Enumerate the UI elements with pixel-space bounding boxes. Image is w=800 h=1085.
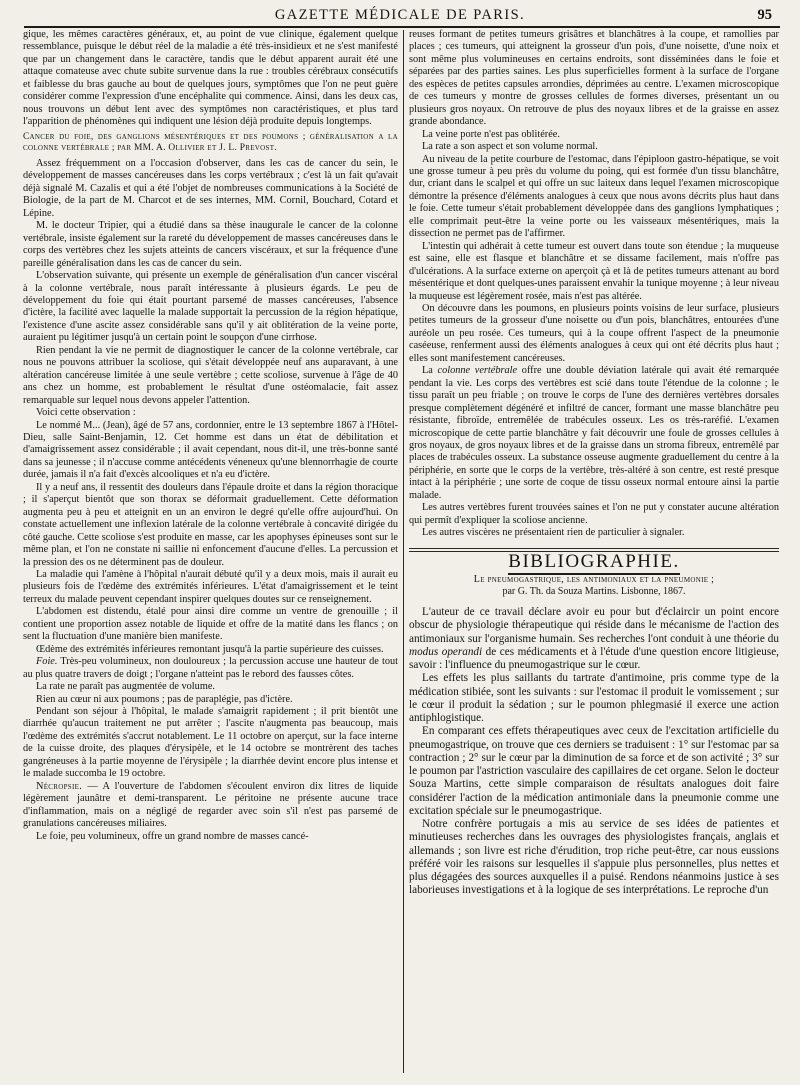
paragraph: Pendant son séjour à l'hôpital, le malade s'amaigrit rapidement ; il prit bientôt une diarrhée qu'aucun traitement ne put arrêter ; l'ascite n'augmenta pas beaucoup, mais l'œdème des extrémités s'accrut notablement. Le 11 octobre on aperçut, sur la face interne de la cuisse droite, des plaques d'érysipèle, et le 14 octobre se montrèrent des taches gangréneuses à la partie moyenne de l'érysipèle ; la diarrhée devint encore plus intense et le malade succomba le 19 octobre.: [23, 705, 398, 780]
paragraph: On découvre dans les poumons, en plusieurs points voisins de leur surface, plusieurs petites tumeurs de la grosseur d'une noisette ou d'un pois, blanchâtres, entourées d'une auréole un peu rosée. Ces tumeurs, qui à la coupe offrent l'aspect de la pneumonie caséeuse, renferment aussi des éléments analogues à ceux qui ont été décrits plus haut ; elles sont manifestement cancéreuses.: [409, 302, 779, 364]
paragraph: Œdème des extrémités inférieures remontant jusqu'à la partie supérieure des cuisses.: [36, 643, 384, 655]
page-header: [24, 6, 776, 26]
paragraph: Rien au cœur ni aux poumons ; pas de paraplégie, pas d'ictère.: [36, 693, 293, 705]
paragraph: La rate a son aspect et son volume normal.: [422, 141, 598, 153]
paragraph-text: Très-peu volumineux, non douloureux ; la percussion accuse une hauteur de tout au plus quatre travers de doigt ; l'organe n'atteint pas le rebord des fausses côtes.: [23, 656, 398, 680]
paragraph: Voici cette observation :: [36, 407, 136, 419]
article-heading: Cancer du foie, des ganglions mésentériques et des poumons ; généralisation a la colonne vertébrale ; par MM. A. Ollivier et J. L. Prevost.: [23, 131, 398, 153]
paragraph: Rien pendant la vie ne permit de diagnostiquer le cancer de la colonne vertébrale, car nous ne pouvons attribuer la scoliose, qui s'était développée neuf ans auparavant, à une altération cancéreuse limitée à une seule vertèbre ; cette scoliose, survenue à l'âge de 40 ans chez un homme, est probablement le résultat d'une ostéomalacie, fait assez remarquable sur lequel nous devons appeler l'attention.: [23, 344, 398, 406]
header-rule: [24, 26, 780, 28]
column-divider: [403, 30, 404, 1073]
section-title: [409, 550, 779, 572]
paragraph: reuses formant de petites tumeurs grisâtres et blanchâtres à la coupe, et ramollies par places ; ces tumeurs, qui atteignent la grosseur d'un pois, d'une noisette, d'une noix et sont même plus volumineuses en certains endroits, sont disséminées dans le foie et séparées par des parties saines. Les plus superficielles forment à la surface de l'organe des espèces de petites capsules arrondies, déprimées au centre. L'examen microscopique de ces tumeurs y montre de grosses cellules de formes diverses, présentant un ou plusieurs gros noyaux. On retrouve de plus des noyaux libres et de la graisse en assez grande abondance.: [409, 29, 779, 128]
emphasis: modus operandi: [409, 645, 483, 658]
paragraph: En comparant ces effets thérapeutiques avec ceux de l'excitation artificielle du pneumogastrique, on trouve que ces derniers se traduisent : 1° sur l'estomac par sa contraction ; 2° sur le cœur par la diminution de sa force et de son activité ; 3° sur le poumon par l'astriction vasculaire des capillaires de cet organe. Selon le docteur Souza Martins, cette simple comparaison de résultats analogues doit faire considérer l'action de la médication antimoniale dans la pneumonie comme une excitation spéciale sur le pneumogastrique.: [409, 725, 779, 817]
review-book-author: par G. Th. da Souza Martins. Lisbonne, 1867.: [502, 586, 686, 598]
paragraph: Au niveau de la petite courbure de l'estomac, dans l'épiploon gastro-hépatique, se voit une grosse tumeur à peu près du volume du poing, qui est formée d'un tissu blanchâtre, dur, criant dans le scalpel et qui offre un suc laiteux dans lequel l'examen microscopique démontre la présence d'éléments analogues à ceux que nous avons décrits plus haut dans le foie. Cette tumeur s'était probablement développée dans des ganglions lymphatiques ; elle comprimait peut-être la veine porte ou les vaisseaux mésentériques, mais la dissection ne permet pas de l'affirmer.: [409, 153, 779, 240]
paragraph: L'intestin qui adhérait à cette tumeur est ouvert dans toute son étendue ; la muqueuse est saine, elle est flasque et blanchâtre et se dissame facilement, mais n'offre pas d'ulcérations. A la surface externe on aperçoit çà et là de petites tumeurs attenant au bord mésentérique et dont quelques-unes paraissent envahir la tunique moyenne ; à leur niveau la muqueuse est légèrement rosée, mais n'est pas altérée.: [409, 240, 779, 302]
paragraph: Le nommé M... (Jean), âgé de 57 ans, cordonnier, entre le 13 septembre 1867 à l'Hôtel-Dieu, salle Saint-Benjamin, 12. Cet homme est dans un état de débilitation et d'amaigrissement assez considérable ; il avait cependant, nous dit-il, une très-bonne santé dans sa jeunesse ; il n'accuse comme antécédents véneneux qu'une blennorrhagie de courte durée, jamais il n'a fait d'excès alcooliques et n'a eu d'ictère.: [23, 419, 398, 481]
paragraph: [23, 781, 398, 831]
paragraph: L'abdomen est distendu, étalé pour ainsi dire comme un ventre de grenouille ; il contient une proportion assez notable de liquide et offre de la matité dans les flancs ; on sent la fluctuation d'une manière bien manifeste.: [23, 606, 398, 643]
paragraph: M. le docteur Tripier, qui a étudié dans sa thèse inaugurale le cancer de la colonne vertébrale, insiste également sur la rareté du développement de masses cancéreuses dans le corps des vertèbres chez les sujets atteints de cancers viscéraux, et sur la fréquence d'une pareille généralisation dans les cas de cancer du sein.: [23, 220, 398, 269]
paragraph: La veine porte n'est pas oblitérée.: [422, 128, 560, 140]
paragraph-text: de ces médicaments et à l'étude d'une question encore litigieuse, savoir : l'influence du pneumogastrique sur le cœur.: [409, 645, 779, 672]
paragraph-text: La: [422, 365, 438, 377]
review-book-title: Le pneumogastrique, les antimoniaux et la pneumonie ;: [473, 574, 715, 586]
paragraph: Les autres viscères ne présentaient rien de particulier à signaler.: [422, 527, 685, 539]
paragraph: Il y a neuf ans, il ressentit des douleurs dans l'épaule droite et dans la région thoracique ; il s'aperçut bientôt que son thorax se déformait graduellement. Cette déformation augmenta peu à peu et atteignit en un an environ le degré qu'elle offre aujourd'hui. On constate actuellement une inflexion latérale de la colonne vertébrale à concavité dirigée du côté gauche. Cette scoliose s'est produite en masse, car les apophyses épineuses sont sur le même plan, et l'on ne constate ni saillie ni enfoncement d'aucune d'elles. La percussion et la pression des os ne déterminent pas de douleur.: [23, 481, 398, 568]
left-column: [23, 29, 398, 1075]
paragraph: Assez fréquemment on a l'occasion d'observer, dans les cas de cancer du sein, le développement de masses cancéreuses dans les corps vertébraux ; c'est là un fait qu'avait déjà signalé M. Cazalis et qui a été l'objet de nombreuses communications à la Société de Biologie, de la part de M. Charcot et de ses internes, MM. Cornil, Bouchard, Cotard et Lépine.: [23, 158, 398, 219]
paragraph: Les autres vertèbres furent trouvées saines et l'on ne put y constater aucune altération qui permît d'expliquer la scoliose ancienne.: [409, 502, 779, 526]
paragraph: gique, les mêmes caractères généraux, et, au point de vue clinique, également quelque ressemblance, puisque le début réel de la maladie a été très-insidieux et ne s'est manifesté que par un changement dans le caractère, tandis que le début apparent aurait été une attaque comateuse avec chute subite survenue dans la rue : troubles cérébraux consécutifs et faiblesse du bras gauche au bout de quelques jours, symptômes que l'on ne peut guère considérer comme l'expression d'une encéphalite qui commence. Ainsi, dans les deux cas, nous trouvons un début lent avec des symptômes non caractéristiques, et plus tard l'apparition de phénomènes qui indiquent une lésion déjà produite depuis longtemps.: [23, 29, 398, 128]
paragraph: Le foie, peu volumineux, offre un grand nombre de masses cancé-: [36, 830, 309, 842]
paragraph-text: — A l'ouverture de l'abdomen s'écoulent environ dix litres de liquide légèrement jaunâtre et demi-transparent. Le péritoine ne présente aucune trace d'inflammation, mais on a négligé de regarder avec soin s'il n'est pas parsemé de granulations cancéreuses miliaires.: [23, 780, 398, 830]
paragraph: La maladie qui l'amène à l'hôpital n'aurait débuté qu'il y a deux mois, mais il aurait eu plusieurs fois de l'œdème des extrémités inférieures. L'état d'amaigrissement et le teint terreux du malade peuvent cependant inspirer quelques doutes sur ce renseignement.: [23, 568, 398, 605]
bibliography-heading: BIBLIOGRAPHIE.: [508, 551, 679, 575]
run-in-label: colonne vertébrale: [437, 365, 518, 377]
paragraph: [23, 656, 398, 681]
paragraph-text: offre une double déviation latérale qui avait été remarquée pendant la vie. Les corps des vertèbres est scié dans toute l'étendue de la colonne ; le tissu paraît un peu friable ; on trouve le corps de l'une des dernières vertèbres dorsales presque complètement dégénéré et infiltré de cancer, formant une masse blanchâtre peu résistante, fibroïde, entremêlée de trabécules osseux. Les os très-raréfié. L'examen microscopique de cette partie blanchâtre y fait découvrir une foule de grosses cellules à gros noyaux, de gros noyaux libres et de la graisse dans un stroma fibreux, entremêlé par places de trabécules osseux. La substance osseuse augmente graduellement du centre à la périphérie, en sorte que le corps de la vertèbre, très-altéré à son centre, est resté presque intact à la périphérie ; une sorte de coque de tissu osseux normal entoure ainsi la partie malade.: [409, 365, 779, 501]
review-heading: [409, 574, 779, 598]
paragraph: Notre confrère portugais a mis au service de ses idées de patientes et minutieuses recherches dans les ouvrages des physiologistes français, anglais et allemands ; son livre est riche d'érudition, trop riche peut-être, car nous eussions préféré voir les raisons sur lesquelles il s'appuie plus personnelles, plus nettes et plus dégagées des sources auxquelles il a puisé. Rendons néanmoins justice à ses laborieuses investigations et à la logique de ses interprétations. Le reproche d'un: [409, 818, 779, 897]
paragraph: Les effets les plus saillants du tartrate d'antimoine, pris comme type de la médication stibiée, sont les suivants : sur l'estomac il produit le vomissement ; sur le cœur il produit la sédation ; sur le poumon phlegmasié il exerce une action antiphlogistique.: [409, 672, 779, 725]
paragraph: L'observation suivante, qui présente un exemple de généralisation d'un cancer viscéral à la colonne vertébrale, nous paraît intéressante à plusieurs égards. Le peu de développement du foie qui était pourtant parsemé de masses cancéreuses, l'absence d'ictère, la facilité avec laquelle la malade supportait la percussion de la région hépatique, l'existence d'une ascite assez considérable sans qu'il y ait oblitération de la veine porte, auraient pu légitimer jusqu'à un certain point le soupçon d'une cirrhose.: [23, 270, 398, 344]
paragraph: La rate ne paraît pas augmentée de volume.: [36, 681, 215, 693]
paragraph: [409, 606, 779, 672]
review-body: [409, 606, 779, 898]
right-column: [409, 29, 779, 1075]
run-in-label: Foie.: [36, 656, 58, 668]
page-number: 95: [757, 7, 772, 23]
paragraph-text: L'auteur de ce travail déclare avoir eu pour but d'éclaircir un point encore obscur de physiologie thérapeutique qui réside dans le mécanisme de l'action des antimoniaux sur l'organisme humain. Ses recherches l'ont conduit à une théorie du: [409, 606, 779, 645]
run-in-label: Nécropsie.: [36, 780, 83, 792]
paragraph: [409, 365, 779, 502]
journal-title: GAZETTE MÉDICALE DE PARIS.: [274, 7, 526, 23]
